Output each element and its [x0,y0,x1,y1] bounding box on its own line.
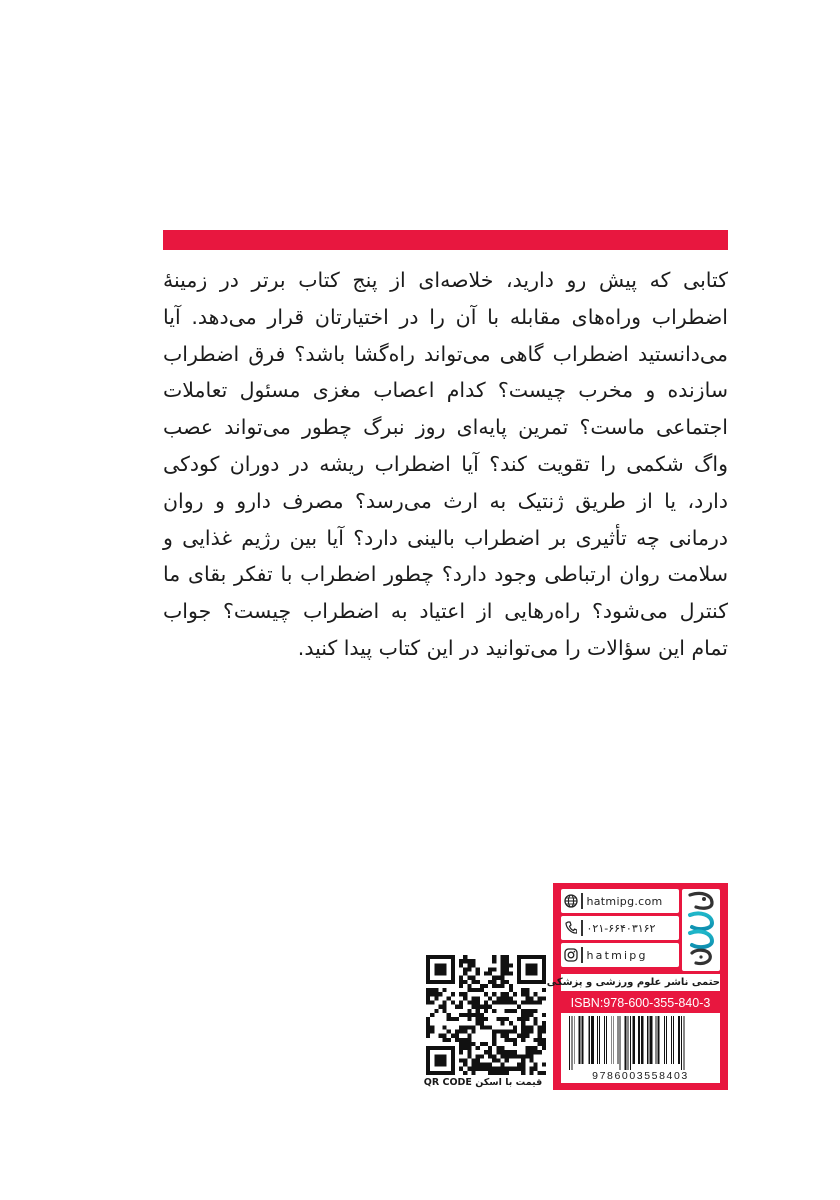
qr-code-icon[interactable] [426,955,546,1075]
website-text: hatmipg.com [586,894,663,908]
hatmi-logo [682,889,720,971]
isbn-label: ISBN:978-600-355-840-3 [570,996,711,1010]
blurb-text: کتابی که پیش رو دارید، خلاصه‌ای از پنج کتاب برتر در زمینهٔ اضطراب وراه‌های مقابله با آن را در اختیارتان قرار می‌دهد. آیا می‌دانستید اضطراب گاهی می‌تواند راه‌گشا باشد؟ فرق اضطراب سازنده و مخرب چیست؟ کدام اعصاب مغزی مسئول تعاملات اجتماعی ماست؟ تمرین پایه‌ای روز نبرگ چطور می‌تواند عصب واگ شکمی را تقویت کند؟ آیا اضطراب ریشه در دوران کودکی دارد، یا از طریق ژنتیک به ارث می‌رسد؟ مصرف دارو و روان درمانی چه تأثیری بر اضطراب بالینی دارد؟ آیا بین رژیم غذایی و سلامت روان ارتباطی وجود دارد؟ چطور اضطراب با تفکر بقای ما کنترل می‌شود؟ راه‌رهایی از اعتیاد به اضطراب چیست؟ جواب تمام این سؤالات را می‌توانید در این کتاب پیدا کنید. [163,268,728,660]
accent-bar [163,230,728,250]
back-cover-blurb [163,262,728,667]
isbn-barcode [561,1013,720,1083]
phone-row[interactable] [561,916,679,940]
phone-icon [561,916,581,940]
instagram-row[interactable] [561,943,679,967]
publisher-panel [546,883,728,1090]
barcode-digits: 9786003558403 [592,1070,689,1082]
instagram-text: hatmipg [586,948,648,962]
phone-text: ۰۲۱-۶۶۴۰۳۱۶۲ [586,921,656,935]
instagram-icon [561,943,581,967]
contact-info [561,889,679,971]
qr-block [418,955,548,1087]
publisher-tagline: حتمی ناشر علوم ورزشی و پزشکی [561,974,720,991]
website-row[interactable] [561,889,679,913]
barcode-icon [561,1013,720,1071]
globe-icon [561,889,581,913]
qr-caption: قیمت با اسکن QR CODE [423,1077,543,1088]
